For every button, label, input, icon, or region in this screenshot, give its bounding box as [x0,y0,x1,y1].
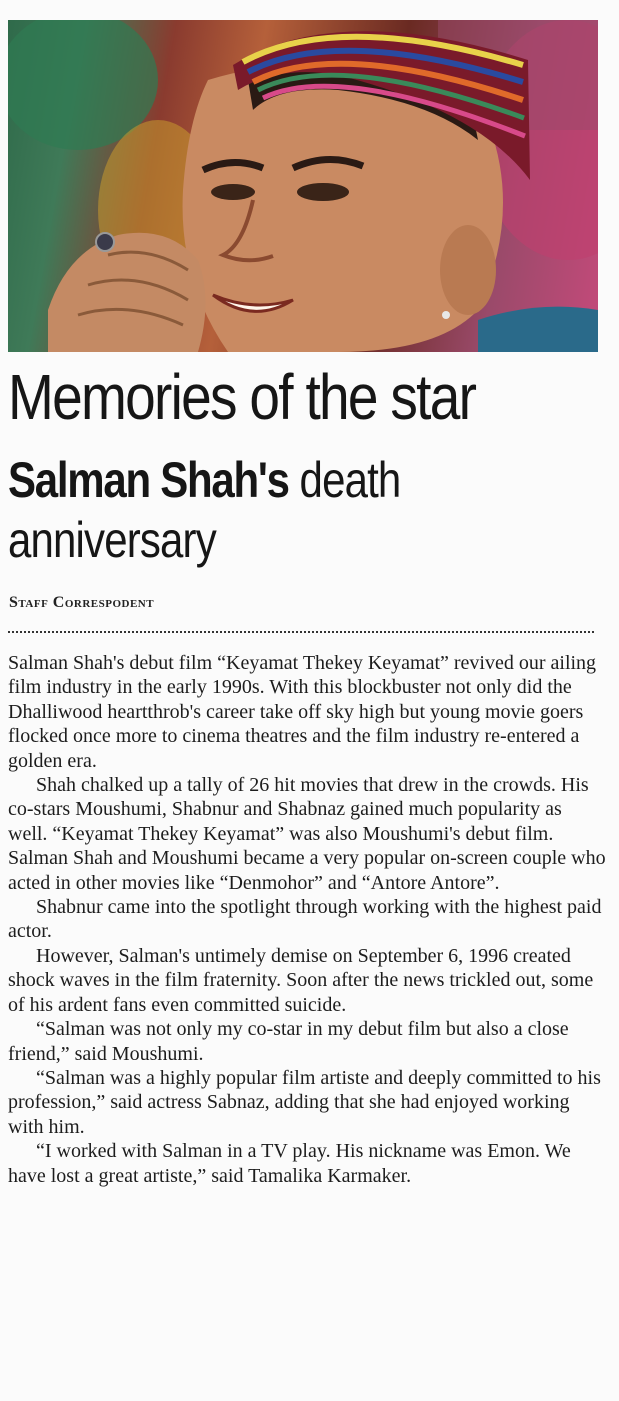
subheadline-rest: death anniversary [8,452,401,568]
subheadline-bold: Salman Shah's [8,452,289,508]
paragraph: Shabnur came into the spotlight through working with the highest paid actor. [8,896,602,943]
paragraph: “Salman was not only my co-star in my debut film but also a close friend,” said Moushumi. [8,1018,569,1065]
article-photo [8,20,598,352]
dotted-divider [8,631,594,633]
headline: Memories of the star [8,361,476,433]
paragraph: However, Salman's untimely demise on September 6, 1996 created shock waves in the film fraternity. Soon after the news trickled out, some of his ardent fans even committed suicide. [8,944,594,1016]
portrait-illustration [8,20,598,352]
byline: Staff Correspodent [9,594,155,611]
paragraph: Shah chalked up a tally of 26 hit movies that drew in the crowds. His co-stars Moushumi, Shabnur and Shabnaz gained much popularity as well. “Keyamat Thekey Keyamat” was also Moushumi's debut film. Salman Shah and Moushumi became a very popular on-screen couple who acted in other movies like “Denmohor” and “Antore Antore”. [8,774,606,894]
paragraph: “Salman was a highly popular film artiste and deeply committed to his profession,” said actress Sabnaz, adding that she had enjoyed working with him. [8,1066,601,1138]
paragraph: “I worked with Salman in a TV play. His nickname was Emon. We have lost a great artiste,” said Tamalika Karmaker. [8,1140,571,1187]
article-body [8,651,606,1188]
subheadline [8,450,596,570]
paragraph: Salman Shah's debut film “Keyamat Thekey Keyamat” revived our ailing film industry in the early 1990s. With this blockbuster not only did the Dhalliwood heartthrob's career take off sky high but young movie goers flocked once more to cinema theatres and the film industry re-entered a golden era. [8,652,597,772]
